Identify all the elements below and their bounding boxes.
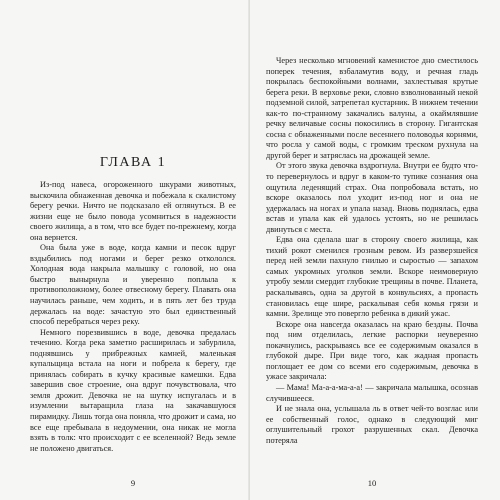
right-page: [250, 0, 500, 500]
paragraph: И не знала она, услышала ль в ответ чей-то возглас или ее собственный голос, однако в следующий миг оглушительный грохот разрушенных скал. Девочка потеряла: [266, 404, 478, 445]
paragraph: Через несколько мгновений каменистое дно сместилось поперек течения, взбаламутив воду, и речная гладь покрылась беспокойными волнами, захлестывая крутые берега реки. В верховье реки, словно взволнованный некой подземной силой, затрепетал кустарник. В нижнем течении как-то по-странному закачались валуны, а окаймлявшие речку величавые сосны покосились в сторону. Гигантская сосна с обнаженными после весеннего половодья корнями, что росла у самой воды, с громким треском рухнула на другой берег и затряслась на дрожащей земле.: [266, 56, 478, 160]
page-number: 9: [130, 478, 136, 488]
paragraph: Вскоре она навсегда оказалась на краю бездны. Почва под ним отделилась, легкие распорки неуверенно покачнулись, раскрываясь все ее содержимым оказался в глубокой дыре. При виде того, как жадная пропасть поглощает ее дом со всеми его содержимым, девочка в ужасе закричала:: [266, 319, 478, 382]
paragraph: Немного порезвившись в воде, девочка предалась течению. Когда река заметно расширилась и забурлила, поднявшись у прибрежных камней, маленькая купальщица встала на ноги и побрела к берегу, где принялась собирать в кучку красивые камешки. Едва завершив свое строение, она вдруг почувствовала, что земля дрожит. Девочка не на шутку испугалась и в изумлении вытаращила глаза на закачавшуюся пирамидку. Лишь тогда она поняла, что дрожит и сама, но все еще пребывала в недоумении, она никак не могла взять в толк: что происходит с ее вселенной? Ведь земле не положено двигаться.: [30, 327, 236, 453]
chapter-title: ГЛАВА 1: [99, 155, 167, 170]
paragraph: Едва она сделала шаг в сторону своего жилища, как тихий рокот сменился грозным ревом. Из разверзшейся перед ней земли пахнуло гнилью и сыростью — запахом самых укромных уголков земли. Вскоре неимоверную утробу земли смердит глубокие трещины в почве. Планета, раскалываясь, одна за другой в конвульсиях, а пропасть становилась еще шире, раскалывая себя комья грязи и камни. Зрелище это повергло ребенка в дикий ужас.: [266, 235, 478, 319]
paragraph: От этого звука девочка вздрогнула. Внутри ее будто что-то перевернулось и вдруг в каком-то тупике сознания она ощутила леденящий страх. Она попробовала встать, но вскоре оказалось пол уходит из-под ног и она не удержалась на ногах и упала назад. Вновь поднялась, едва встав и упала как ей удалось устоять, но не решилась двинуться с места.: [266, 161, 478, 234]
paragraph: Из-под навеса, огороженного шкурами животных, выскочила обнаженная девочка и побежала к скалистому берегу речки. Ничто не подсказало ей оглянуться. В ее жизни еще не было повода усомниться в надежности своего жилища, а в том, что все будет по-прежнему, когда она вернется.: [30, 180, 236, 242]
page-number: 10: [367, 478, 377, 488]
paragraph: — Мама! Ма-а-а-ма-а-а! — закричала малышка, осознав случившееся.: [266, 382, 478, 403]
paragraph: Она была уже в воде, когда камни и песок вдруг вздыбились под ногами и берег резко откололся. Холодная вода накрыла малышку с головой, но она быстро вынырнула и уверенно поплыла к противоположному, более отвесному берегу. Плавать она научилась раньше, чем ходить, и в пять лет без труда держалась на воде: зачастую это был единственный способ перебраться через реку.: [30, 243, 236, 327]
